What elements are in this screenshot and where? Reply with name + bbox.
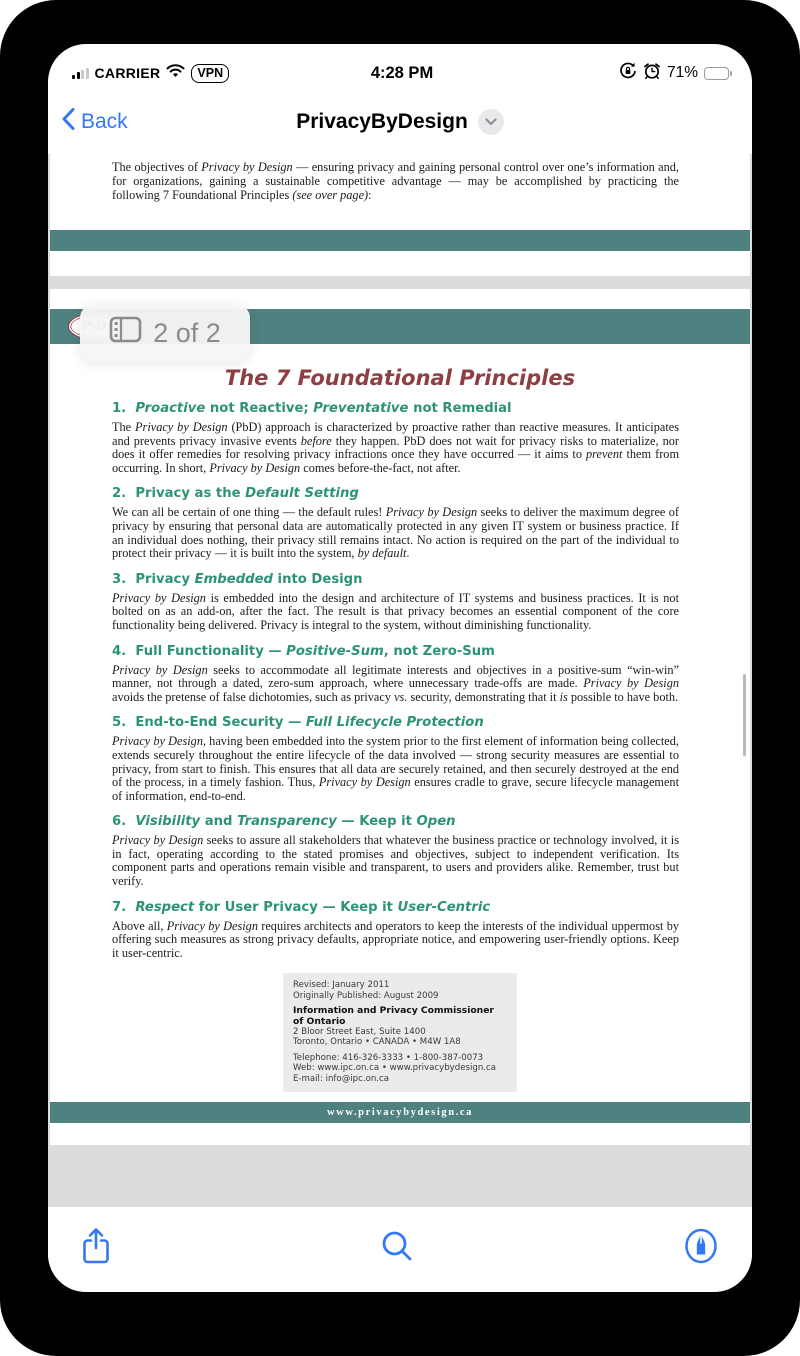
principle-5-body: Privacy by Design, having been embedded into the system prior to the first element of information being collected, extends securely throughout the entire lifecycle of the data involved — strong security measures are essential to privacy, from start to finish. This ensures that all data are securely retained, and then securely destroyed at the end of the process, in a timely fashion. Thus, Privacy by Design ensures cradle to grave, secure lifecycle management of information, end-to-end.: [112, 734, 679, 803]
page1-paragraph: The objectives of Privacy by Design — ensuring privacy and gaining personal control over one’s information and, for organizations, gaining a sustainable competitive advantage — may be accomplished by practicing the following 7 Foundational Principles (see over page):: [112, 160, 679, 202]
principle-3-heading: 3. Privacy Embedded into Design: [112, 571, 363, 587]
principle-section: [112, 644, 679, 705]
principle-7-body: Above all, Privacy by Design requires architects and operators to keep the interests of the individual uppermost by offering such measures as strong privacy defaults, appropriate notice, and empowering user-friendly options. Keep it user-centric.: [112, 918, 679, 960]
share-button[interactable]: [80, 1226, 112, 1266]
principle-7-heading: 7. Respect for User Privacy — Keep it User-Centric: [112, 899, 491, 915]
principle-section: [112, 572, 679, 633]
chevron-down-icon: [485, 118, 497, 126]
alarm-clock-icon: [643, 62, 661, 85]
title-wrap: [296, 109, 504, 135]
clock: 4:28 PM: [370, 63, 434, 82]
nav-bar: [48, 90, 752, 154]
page-gap: [48, 276, 752, 289]
telephone-line: Telephone: 416-326-3333 • 1-800-387-0073: [293, 1052, 484, 1063]
principle-section: [112, 401, 679, 475]
principle-4-body: Privacy by Design seeks to accommodate all legitimate interests and objectives in a positive-sum “win-win” manner, not through a dated, zero-sum approach, where unnecessary trade-offs are made. Privacy by Design avoids the pretense of false dichotomies, such as privacy vs. security, demonstrating that it is possible to have both.: [112, 662, 680, 704]
principle-section: [112, 715, 679, 803]
screen: [48, 44, 752, 1292]
principle-1-body: The Privacy by Design (PbD) approach is characterized by proactive rather than reactive measures. It anticipates and prevents privacy invasive events before they happen. PbD does not wait for privacy risks to materialize, nor does it offer remedies for resolving privacy infractions once they have occurred — it aims to prevent them from occurring. In short, Privacy by Design comes before-the-fact, not after.: [112, 420, 680, 475]
title-menu-button[interactable]: [478, 109, 504, 135]
carrier-label: CARRIER: [94, 65, 161, 81]
principle-6-heading: 6. Visibility and Transparency — Keep it Open: [112, 814, 456, 830]
pdf-page-1: [50, 154, 750, 276]
page1-footer-bar: [50, 230, 750, 251]
principle-section: [112, 900, 679, 961]
footer-url: www.privacybydesign.ca: [326, 1107, 474, 1119]
principle-2-body: We can all be certain of one thing — the default rules! Privacy by Design seeks to deliver the maximum degree of privacy by ensuring that personal data are automatically protected in any given IT system or business practice. If an individual does nothing, their privacy still remains intact. No action is required on the part of the individual to protect their privacy — it is built into the system, by default.: [112, 505, 680, 561]
cellular-signal-icon: [72, 68, 89, 79]
pdf-scroll-area[interactable]: [48, 154, 752, 1207]
principle-1-heading: 1. Proactive not Reactive; Preventative not Remedial: [112, 401, 512, 416]
principle-2-heading: 2. Privacy as the Default Setting: [112, 486, 359, 502]
battery-icon: [704, 67, 732, 80]
thumbnails-sidebar-icon: [109, 316, 142, 350]
document-title: PrivacyByDesign: [296, 110, 468, 133]
back-label: Back: [81, 110, 128, 133]
doc-main-title: The 7 Foundational Principles: [224, 366, 576, 390]
bottom-toolbar: [48, 1207, 752, 1292]
pdf-page-2: [50, 289, 750, 1145]
principle-5-heading: 5. End-to-End Security — Full Lifecycle Protection: [112, 715, 484, 731]
principle-4-heading: 4. Full Functionality — Positive-Sum, not Zero-Sum: [112, 643, 495, 659]
principle-3-body: Privacy by Design is embedded into the design and architecture of IT systems and business practices. It is not bolted on as an add-on, after the fact. The result is that privacy becomes an essential component of the core functionality being delivered. Privacy is integral to the system, without diminishing functionality.: [112, 590, 679, 632]
address-line-1: 2 Bloor Street East, Suite 1400: [293, 1027, 426, 1038]
vpn-badge: VPN: [191, 64, 229, 83]
status-right-cluster: [433, 62, 732, 85]
email-line: E-mail: info@ipc.on.ca: [293, 1073, 390, 1084]
wifi-icon: [166, 64, 185, 83]
back-chevron-icon: [62, 108, 75, 136]
rotation-lock-icon: [619, 62, 637, 85]
search-icon: [380, 1229, 414, 1263]
markup-pen-icon: [682, 1227, 720, 1265]
organization-name: Information and Privacy Commissioner of Ontario: [293, 1005, 494, 1027]
battery-percent-label: 71%: [666, 64, 699, 81]
status-left-cluster: [72, 64, 371, 83]
web-line: Web: www.ipc.on.ca • www.privacybydesign.ca: [293, 1063, 496, 1074]
address-line-2: Toronto, Ontario • CANADA • M4W 1A8: [293, 1037, 461, 1048]
principle-section: [112, 814, 679, 888]
page-indicator-button[interactable]: [80, 304, 250, 362]
principle-6-body: Privacy by Design seeks to assure all stakeholders that whatever the business practice or technology involved, it is in fact, operating according to the stated promises and objectives, subject to independent verification. Its component parts and operations remain visible and transparent, to users and providers alike. Remember, trust but verify.: [112, 833, 679, 889]
revised-date: Revised: January 2011: [293, 980, 390, 991]
publisher-info-box: [283, 973, 517, 1092]
status-bar: [48, 44, 752, 90]
page2-footer-bar: [50, 1102, 750, 1123]
page-indicator-label: 2 of 2: [153, 317, 221, 348]
back-button[interactable]: [62, 108, 128, 136]
principle-section: [112, 486, 679, 560]
search-button[interactable]: [380, 1229, 414, 1263]
published-date: Originally Published: August 2009: [293, 990, 439, 1001]
markup-button[interactable]: [682, 1227, 720, 1265]
scrollbar[interactable]: [743, 674, 746, 756]
share-icon: [80, 1226, 112, 1266]
